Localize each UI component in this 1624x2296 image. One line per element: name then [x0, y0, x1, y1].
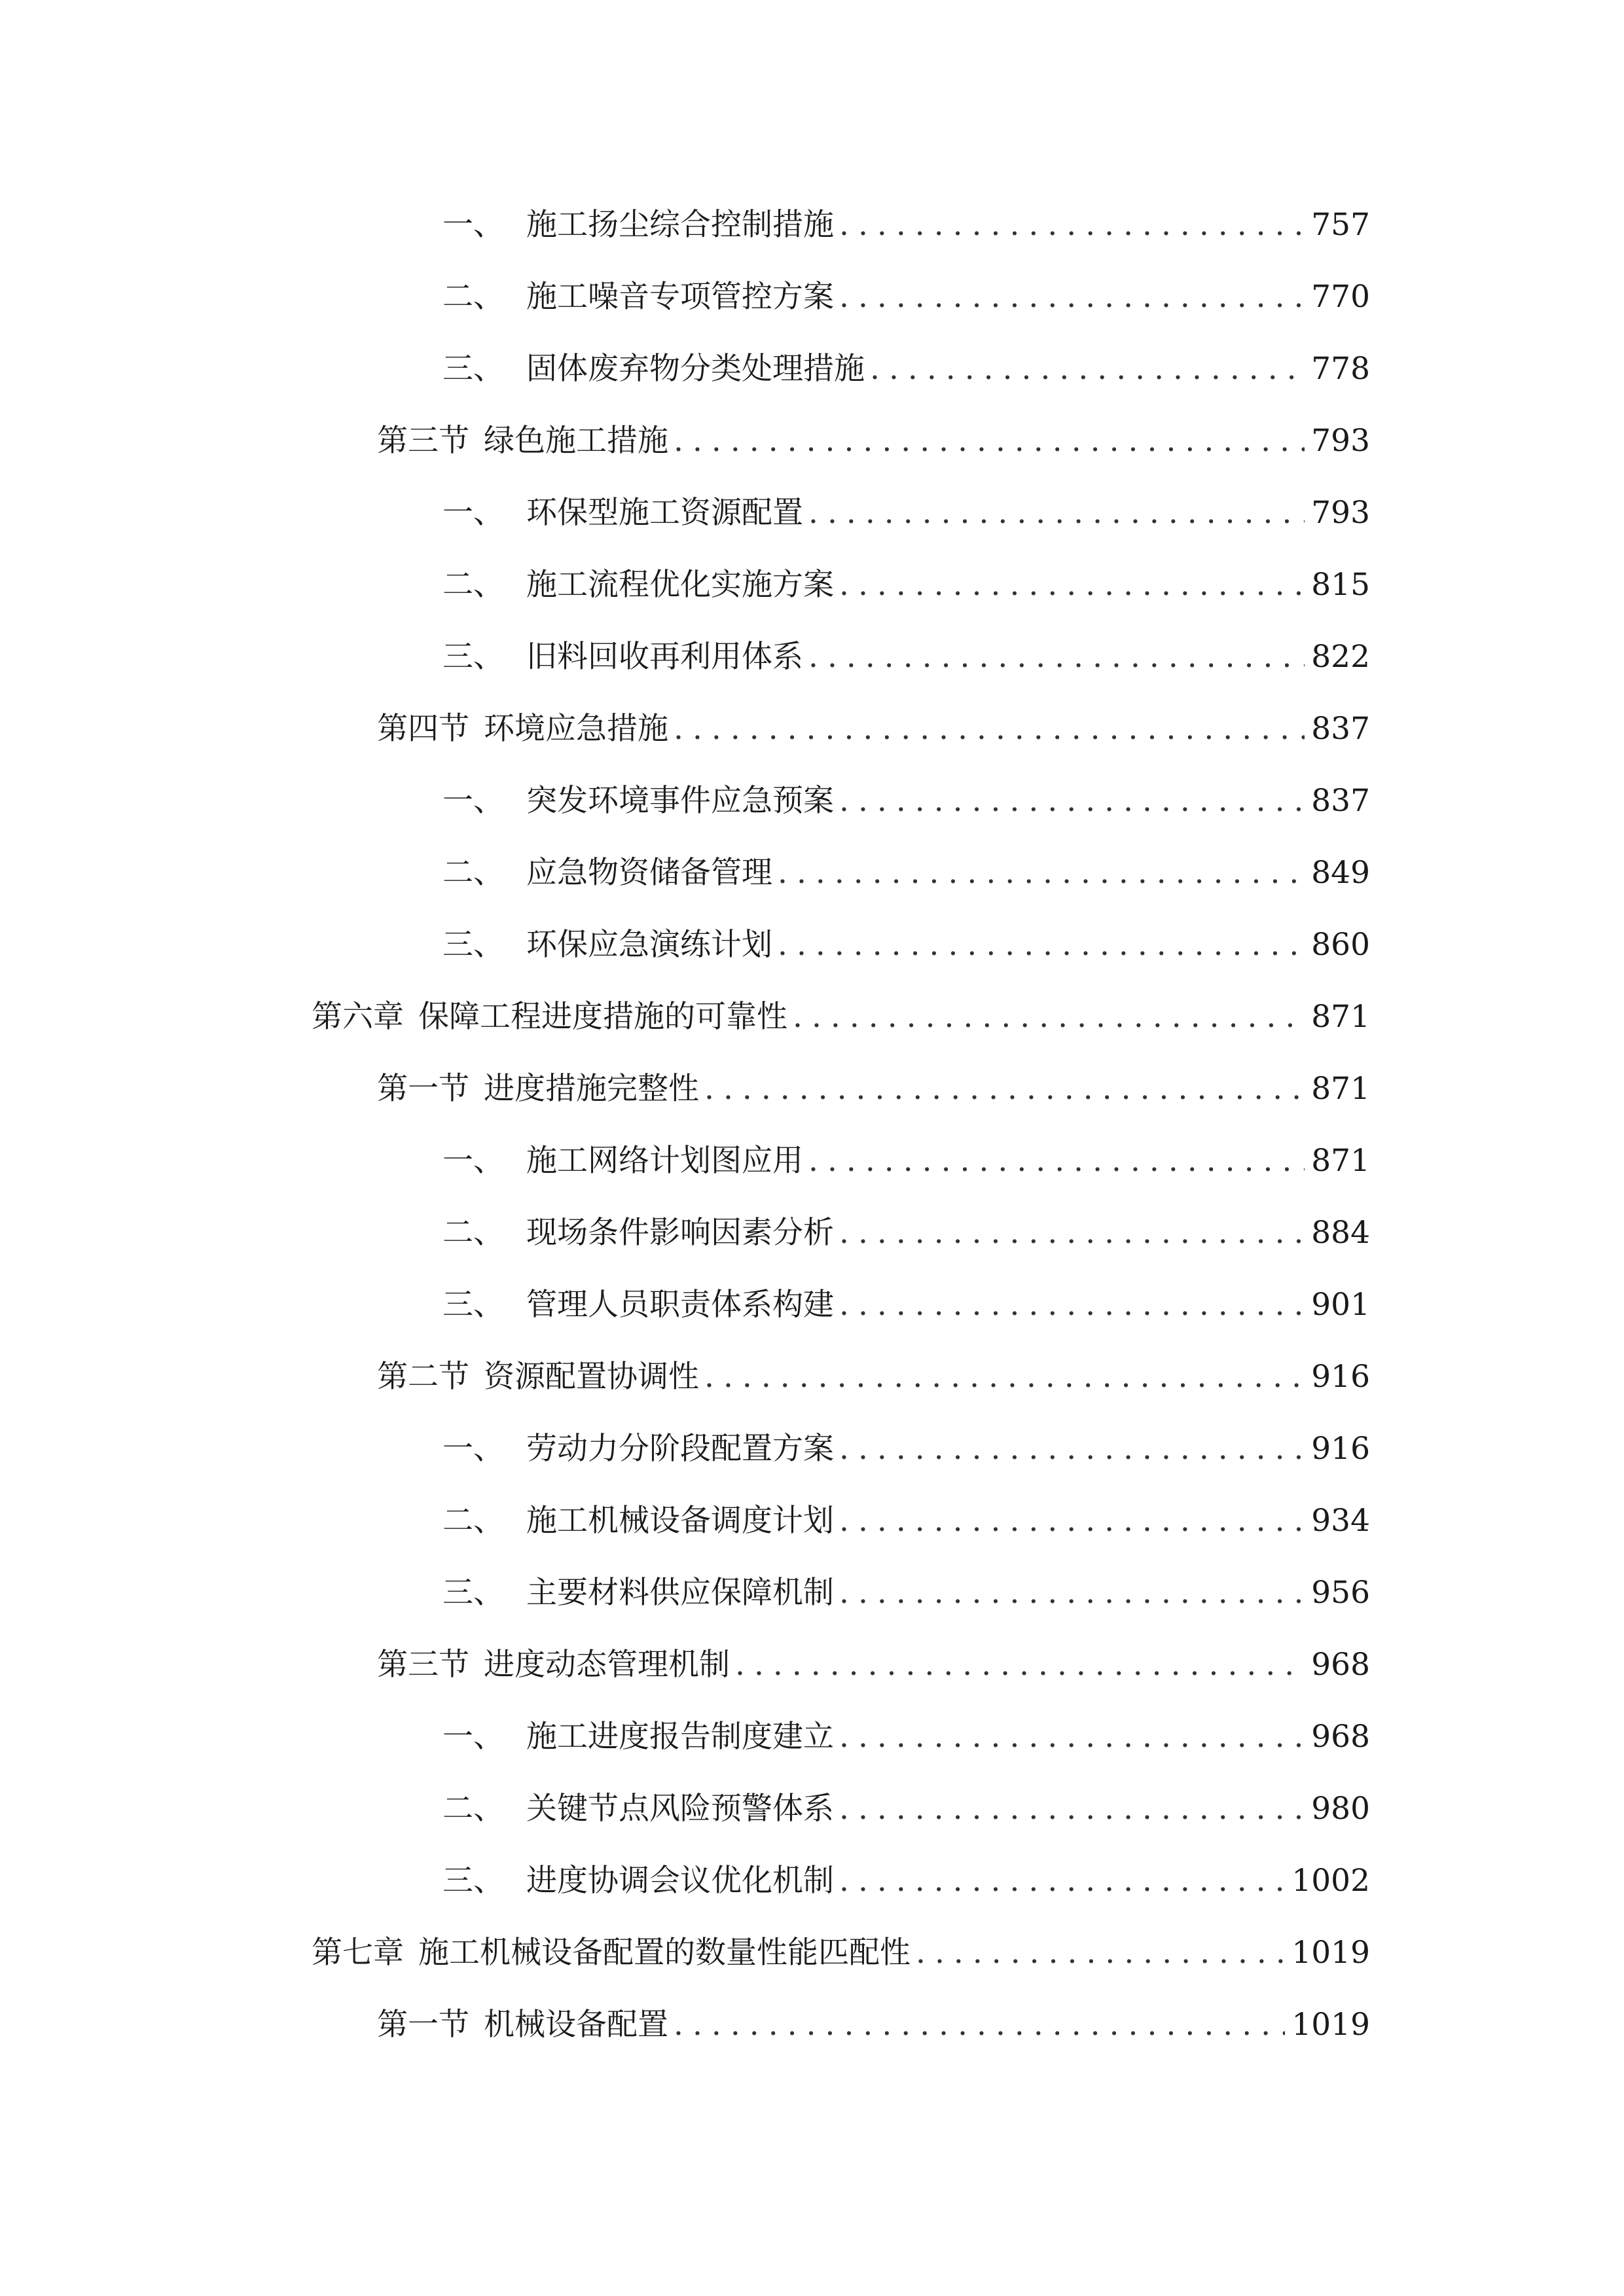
toc-entry-number: 二、 [442, 278, 504, 315]
toc-entry-item[interactable] [0, 1484, 1624, 1556]
toc-dot-leader [839, 1577, 1305, 1608]
toc-entry-title: 施工进度报告制度建立 [526, 1718, 834, 1755]
toc-entry-item[interactable] [0, 1412, 1624, 1484]
toc-entry-number: 第四节 [377, 710, 469, 747]
toc-entry-title: 旧料回收再利用体系 [526, 638, 803, 675]
toc-page-number: 871 [1311, 1070, 1370, 1107]
toc-entry-section[interactable] [0, 692, 1624, 764]
toc-entry-title: 资源配置协调性 [484, 1358, 699, 1395]
toc-entry-number: 一、 [442, 782, 504, 819]
toc-page-number: 1002 [1291, 1862, 1370, 1899]
toc-dot-leader [704, 1361, 1305, 1392]
toc-entry-title: 应急物资储备管理 [526, 854, 772, 891]
toc-entry-number: 第二节 [377, 1358, 469, 1395]
toc-entry-title: 保障工程进度措施的可靠性 [418, 998, 787, 1035]
toc-page-number: 1019 [1291, 2006, 1370, 2043]
toc-entry-number: 二、 [442, 1790, 504, 1827]
toc-dot-leader [839, 1721, 1305, 1752]
toc-entry-number: 第六章 [312, 998, 404, 1035]
toc-page-number: 1019 [1291, 1934, 1370, 1971]
toc-dot-leader [778, 857, 1305, 888]
toc-entry-title: 环境应急措施 [484, 710, 668, 747]
toc-dot-leader [839, 209, 1305, 240]
toc-dot-leader [839, 281, 1305, 312]
toc-entry-item[interactable] [0, 260, 1624, 332]
toc-dot-leader [839, 1289, 1305, 1320]
toc-dot-leader [793, 1001, 1305, 1032]
toc-page-number: 934 [1311, 1502, 1370, 1539]
toc-page-number: 793 [1311, 494, 1370, 531]
toc-entry-title: 进度动态管理机制 [484, 1646, 730, 1683]
toc-entry-title: 关键节点风险预警体系 [526, 1790, 834, 1827]
toc-entry-chapter[interactable] [0, 1916, 1624, 1988]
toc-page-number: 837 [1311, 782, 1370, 819]
toc-entry-title: 固体废弃物分类处理措施 [526, 350, 865, 387]
toc-page-number: 968 [1311, 1646, 1370, 1683]
toc-entry-item[interactable] [0, 548, 1624, 620]
toc-entry-item[interactable] [0, 1700, 1624, 1772]
toc-dot-leader [839, 1217, 1305, 1248]
toc-entry-number: 三、 [442, 638, 504, 675]
toc-dot-leader [808, 1145, 1305, 1176]
toc-page-number: 778 [1311, 350, 1370, 387]
toc-dot-leader [839, 1505, 1305, 1536]
toc-entry-number: 一、 [442, 1142, 504, 1179]
toc-page-number: 916 [1311, 1358, 1370, 1395]
toc-entry-title: 环保型施工资源配置 [526, 494, 803, 531]
toc-entry-item[interactable] [0, 1124, 1624, 1196]
toc-dot-leader [674, 713, 1305, 744]
toc-entry-number: 三、 [442, 926, 504, 963]
toc-entry-number: 一、 [442, 1718, 504, 1755]
toc-page-number: 980 [1311, 1790, 1370, 1827]
toc-entry-item[interactable] [0, 620, 1624, 692]
toc-entry-title: 施工流程优化实施方案 [526, 566, 834, 603]
toc-entry-item[interactable] [0, 188, 1624, 260]
toc-page-number: 968 [1311, 1718, 1370, 1755]
toc-entry-item[interactable] [0, 1268, 1624, 1340]
toc-page-number: 901 [1311, 1286, 1370, 1323]
toc-entry-number: 一、 [442, 1430, 504, 1467]
toc-entry-item[interactable] [0, 1844, 1624, 1916]
toc-entry-number: 二、 [442, 1214, 504, 1251]
toc-dot-leader [778, 929, 1305, 960]
toc-page-number: 849 [1311, 854, 1370, 891]
toc-entry-title: 现场条件影响因素分析 [526, 1214, 834, 1251]
toc-page-number: 871 [1311, 998, 1370, 1035]
toc-entry-title: 管理人员职责体系构建 [526, 1286, 834, 1323]
toc-dot-leader [674, 2009, 1285, 2040]
toc-dot-leader [839, 1433, 1305, 1464]
toc-entry-title: 进度协调会议优化机制 [526, 1862, 834, 1899]
toc-entry-item[interactable] [0, 1772, 1624, 1844]
toc-dot-leader [916, 1937, 1285, 1968]
toc-page-number: 916 [1311, 1430, 1370, 1467]
toc-entry-number: 第一节 [377, 1070, 469, 1107]
toc-page-number: 793 [1311, 422, 1370, 459]
toc-entry-number: 二、 [442, 566, 504, 603]
toc-entry-number: 第一节 [377, 2006, 469, 2043]
toc-page-number: 871 [1311, 1142, 1370, 1179]
toc-entry-item[interactable] [0, 908, 1624, 980]
toc-entry-title: 施工噪音专项管控方案 [526, 278, 834, 315]
toc-entry-item[interactable] [0, 836, 1624, 908]
toc-entry-section[interactable] [0, 1628, 1624, 1700]
toc-entry-chapter[interactable] [0, 980, 1624, 1052]
table-of-contents [0, 188, 1624, 2060]
toc-dot-leader [704, 1073, 1305, 1104]
toc-entry-title: 环保应急演练计划 [526, 926, 772, 963]
toc-entry-title: 施工机械设备配置的数量性能匹配性 [418, 1934, 911, 1971]
toc-entry-number: 三、 [442, 1574, 504, 1611]
toc-dot-leader [808, 641, 1305, 672]
toc-entry-item[interactable] [0, 1196, 1624, 1268]
toc-entry-number: 第三节 [377, 422, 469, 459]
toc-page-number: 884 [1311, 1214, 1370, 1251]
toc-page-number: 822 [1311, 638, 1370, 675]
toc-entry-section[interactable] [0, 404, 1624, 476]
toc-entry-item[interactable] [0, 764, 1624, 836]
toc-entry-title: 劳动力分阶段配置方案 [526, 1430, 834, 1467]
toc-dot-leader [839, 1793, 1305, 1824]
toc-entry-number: 第三节 [377, 1646, 469, 1683]
toc-entry-item[interactable] [0, 332, 1624, 404]
toc-page-number: 860 [1311, 926, 1370, 963]
toc-dot-leader [839, 785, 1305, 816]
toc-page-number: 770 [1311, 278, 1370, 315]
toc-dot-leader [735, 1649, 1305, 1680]
toc-entry-section[interactable] [0, 1988, 1624, 2060]
toc-entry-section[interactable] [0, 1340, 1624, 1412]
toc-dot-leader [839, 569, 1305, 600]
toc-entry-title: 突发环境事件应急预案 [526, 782, 834, 819]
toc-entry-item[interactable] [0, 476, 1624, 548]
toc-page-number: 956 [1311, 1574, 1370, 1611]
toc-dot-leader [870, 353, 1305, 384]
toc-entry-section[interactable] [0, 1052, 1624, 1124]
toc-page-number: 757 [1311, 206, 1370, 243]
toc-entry-title: 机械设备配置 [484, 2006, 668, 2043]
toc-entry-number: 一、 [442, 206, 504, 243]
toc-dot-leader [839, 1865, 1285, 1896]
toc-entry-number: 一、 [442, 494, 504, 531]
toc-entry-title: 施工网络计划图应用 [526, 1142, 803, 1179]
toc-page-number: 837 [1311, 710, 1370, 747]
toc-entry-title: 施工机械设备调度计划 [526, 1502, 834, 1539]
toc-entry-title: 主要材料供应保障机制 [526, 1574, 834, 1611]
toc-entry-number: 二、 [442, 854, 504, 891]
toc-entry-number: 三、 [442, 1286, 504, 1323]
toc-entry-number: 第七章 [312, 1934, 404, 1971]
toc-entry-title: 施工扬尘综合控制措施 [526, 206, 834, 243]
toc-page-number: 815 [1311, 566, 1370, 603]
toc-entry-number: 三、 [442, 350, 504, 387]
toc-entry-title: 进度措施完整性 [484, 1070, 699, 1107]
toc-dot-leader [674, 425, 1305, 456]
toc-entry-number: 二、 [442, 1502, 504, 1539]
toc-entry-number: 三、 [442, 1862, 504, 1899]
toc-entry-title: 绿色施工措施 [484, 422, 668, 459]
toc-dot-leader [808, 497, 1305, 528]
toc-entry-item[interactable] [0, 1556, 1624, 1628]
